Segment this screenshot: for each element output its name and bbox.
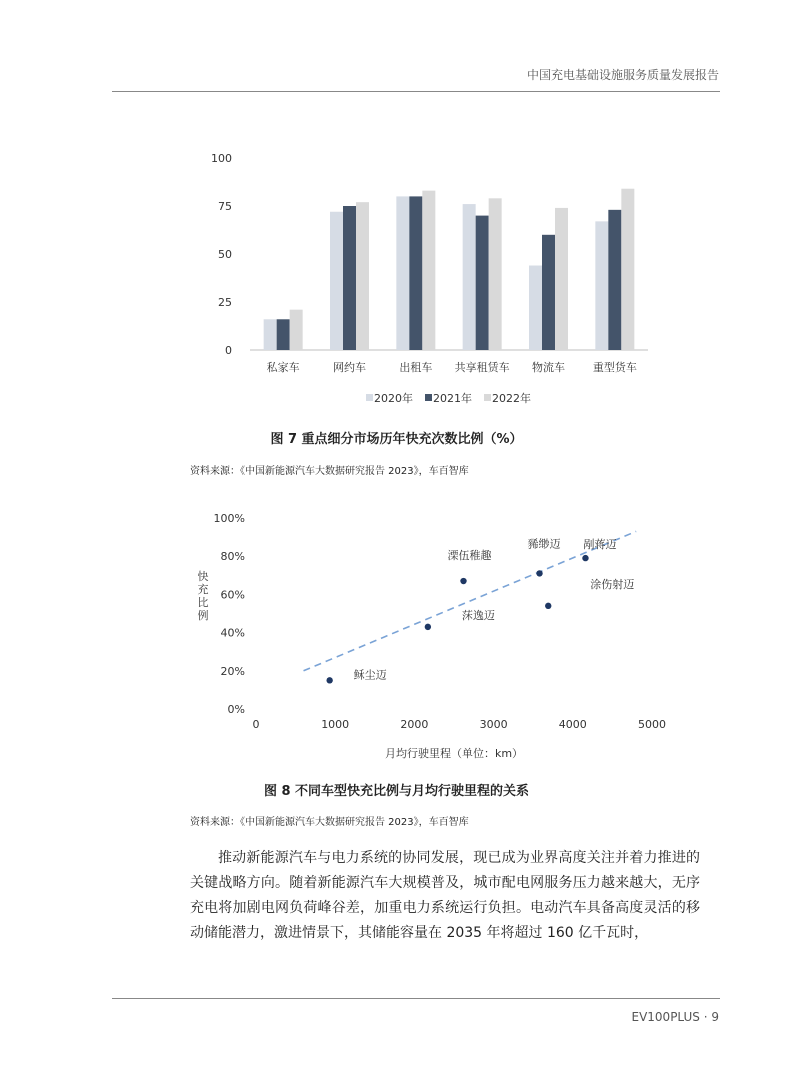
x-tick-label: 1000	[321, 718, 350, 731]
figure-7-source: 资料来源：《中国新能源汽车大数据研究报告 2023》，车百智库	[190, 466, 469, 477]
legend-swatch	[484, 394, 491, 401]
x-tick-label: 4000	[558, 718, 587, 731]
bar	[396, 196, 409, 350]
bar	[330, 212, 343, 350]
point-label: 涂伤射迈	[590, 577, 635, 591]
scatter-point	[425, 624, 431, 630]
bar	[555, 208, 568, 350]
bar	[264, 319, 277, 350]
point-label: 稣尘迈	[353, 668, 387, 682]
bar	[463, 204, 476, 350]
y-tick-label: 100	[211, 152, 232, 165]
y-tick-label: 100%	[213, 512, 245, 525]
y-tick-label: 0	[225, 344, 232, 357]
scatter-point	[582, 555, 588, 561]
footer-divider	[112, 998, 720, 999]
scatter-point	[545, 603, 551, 609]
y-tick-label: 25	[218, 296, 232, 309]
scatter-point	[536, 570, 542, 576]
x-tick-label: 共享租赁车	[454, 361, 510, 374]
bar	[489, 198, 502, 350]
x-tick-label: 3000	[479, 718, 508, 731]
x-tick-label: 0	[252, 718, 260, 731]
figure-8-caption: 图 8 不同车型快充比例与月均行驶里程的关系	[263, 784, 530, 799]
legend-swatch	[366, 394, 373, 401]
bar	[277, 319, 290, 350]
bar	[356, 202, 369, 350]
point-label: 莯逸迈	[461, 608, 495, 622]
y-axis-label: 快充比例	[197, 570, 209, 622]
x-tick-label: 物流车	[532, 361, 565, 374]
point-label: 剐蒋迈	[583, 538, 617, 552]
bar	[422, 191, 435, 350]
bar	[608, 210, 621, 350]
bar	[290, 310, 303, 350]
x-tick-label: 5000	[638, 718, 666, 731]
running-header: 中国充电基础设施服务质量发展报告	[526, 68, 719, 82]
x-tick-label: 出租车	[399, 361, 433, 374]
y-tick-label: 60%	[220, 588, 245, 602]
x-tick-label: 2000	[400, 718, 429, 731]
legend-swatch	[425, 394, 432, 401]
point-label: 豨缈迈	[527, 537, 561, 551]
x-axis-label: 月均行驶里程（单位：km）	[384, 747, 524, 760]
legend-entry: 2021年	[433, 392, 472, 405]
y-tick-label: 75	[218, 200, 232, 213]
scatter-point	[326, 677, 332, 683]
y-tick-label: 40%	[220, 626, 245, 640]
scatter-chart	[0, 495, 793, 770]
bar	[343, 206, 356, 350]
body-text	[190, 846, 700, 946]
x-tick-label: 重型货车	[592, 361, 637, 374]
bar	[542, 235, 555, 350]
bar	[476, 216, 489, 350]
legend-entry: 2022年	[492, 392, 531, 405]
bar	[529, 266, 542, 350]
bar	[409, 196, 422, 350]
x-tick-label: 网约车	[333, 361, 366, 374]
y-tick-label: 80%	[220, 550, 245, 564]
figure-8-source: 资料来源：《中国新能源汽车大数据研究报告 2023》，车百智库	[190, 817, 469, 828]
y-tick-label: 20%	[220, 664, 245, 678]
point-label: 溧伍稚趣	[447, 549, 492, 563]
body-paragraph: 推动新能源汽车与电力系统的协同发展，现已成为业界高度关注并着力推进的关键战略方向。随着新能源汽车大规模普及，城市配电网服务压力越来越大，无序充电将加剧电网负荷峰谷差，加重电力系统运行负担。电动汽车具备高度灵活的移动储能潜力，激进情景下，其储能容量在 2035 年将超过 160 亿千瓦时，	[190, 850, 700, 941]
page-footer: EV100PLUS · 9	[631, 1010, 719, 1024]
bar	[621, 189, 634, 350]
x-tick-label: 私家车	[266, 361, 300, 374]
bar-chart	[0, 0, 793, 420]
y-tick-label: 0%	[227, 703, 245, 716]
legend-entry: 2020年	[374, 392, 413, 405]
figure-7-caption: 图 7 重点细分市场历年快充次数比例（%）	[270, 432, 523, 447]
y-tick-label: 50	[218, 248, 232, 261]
scatter-point	[460, 578, 466, 584]
bar	[595, 221, 608, 350]
